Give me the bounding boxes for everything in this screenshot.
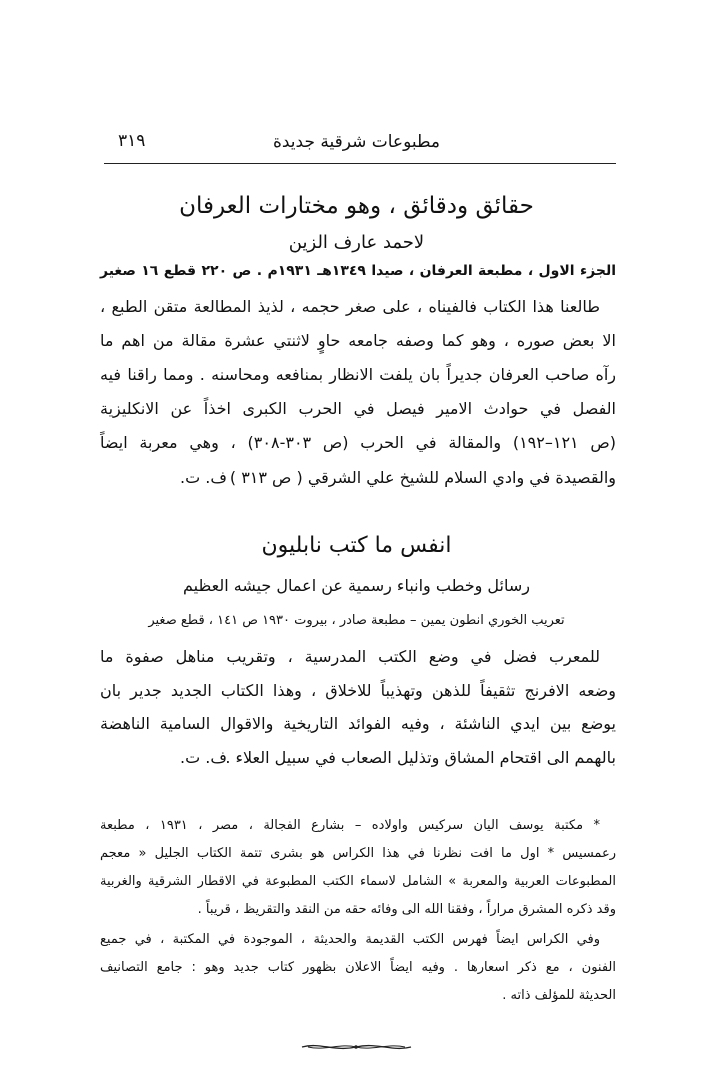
review-title: انفس ما كتب نابليون [261,533,452,558]
footnote-line: * مكتبة يوسف اليان سركيس واولاده – بشارع الفجالة ، مصر ، ١٩٣١ ، مطبعة [100,818,600,833]
publication-info: تعريب الخوري انطون يمين – مطبعة صادر ، بيروت ١٩٣٠ ص ١٤١ ، قطع صغير [148,613,565,628]
reviewer-signature: ف. ت. [180,468,227,487]
paragraph-line: للمعرب فضل في وضع الكتب المدرسية ، وتقريب مناهل صفوة ما [100,647,600,666]
review-subtitle: رسائل وخطب وانباء رسمية عن اعمال جيشه العظيم [183,576,530,595]
decorative-ornament-icon [300,1040,413,1054]
reviewer-signature: ف. ت. [180,748,227,767]
paragraph-line: الا بعض صوره ، وهو كما وصفه جامعه حاوٍ لاثنتي عشرة مقالة من اهم ما [100,331,616,350]
review-author: لاحمد عارف الزين [288,232,425,253]
paragraph-line: وضعه الافرنج تثقيفاً للذهن وتهذيباً للاخلاق ، وهذا الكتاب الجديد جدير بان [100,681,616,700]
paragraph-line: والقصيدة في وادي السلام للشيخ علي الشرقي ( ص ٣١٣ ) [229,468,616,487]
footnote-line: المطبوعات العربية والمعربة » الشامل لاسماء الكتب المطبوعة في الاقطار الشرقية والغربية [100,874,616,889]
paragraph-line: يوضع بين ايدي الناشئة ، وفيه الفوائد التاريخية والاقوال السامية الناهضة [100,714,616,733]
paragraph-line: بالهمم الى اقتحام المشاق وتذليل الصعاب في سبيل العلاء . [225,748,616,767]
header-rule [104,163,616,164]
footnote-line: الحديثة للمؤلف ذاته . [502,988,616,1003]
review-title: حقائق ودقائق ، وهو مختارات العرفان [179,193,534,219]
page-number: ٣١٩ [118,131,146,151]
paragraph-line: (ص ١٢١–١٩٢) والمقالة في الحرب (ص ٣٠٣-٣٠٨) ، وهي معربة ايضاً [100,433,616,452]
footnote-line: وفي الكراس ايضاً فهرس الكتب القديمة والحديثة ، الموجودة في المكتبة ، في جميع [100,932,600,947]
paragraph-line: رآه صاحب العرفان جديراً بان يلفت الانظار بمنافعه ومحاسنه . ومما راقنا فيه [100,365,616,384]
paragraph-line: طالعنا هذا الكتاب فالفيناه ، على صغر حجمه ، لذيذ المطالعة متقن الطبع ، [100,297,600,316]
footnote-line: الفنون ، مع ذكر اسعارها . وفيه ايضاً الاعلان بظهور كتاب جديد وهو : جامع التصانيف [100,960,616,975]
footnote-line: رعمسيس * اول ما افت نظرنا في هذا الكراس هو بشرى تتمة الكتاب الجليل « معجم [100,846,616,861]
publication-info: الجزء الاول ، مطبعة العرفان ، صيدا ١٣٤٩هـ ١٩٣١م . ص ٢٢٠ قطع ١٦ صغير [100,263,616,279]
footnote-line: وقد ذكره المشرق مراراً ، وفقنا الله الى وفائه حقه من النقد والتقريظ ، قريباً . [197,902,616,917]
running-title: مطبوعات شرقية جديدة [272,132,441,152]
paragraph-line: الفصل في حوادث الامير فيصل في الحرب الكبرى اخذاً عن الانكليزية [100,399,616,418]
